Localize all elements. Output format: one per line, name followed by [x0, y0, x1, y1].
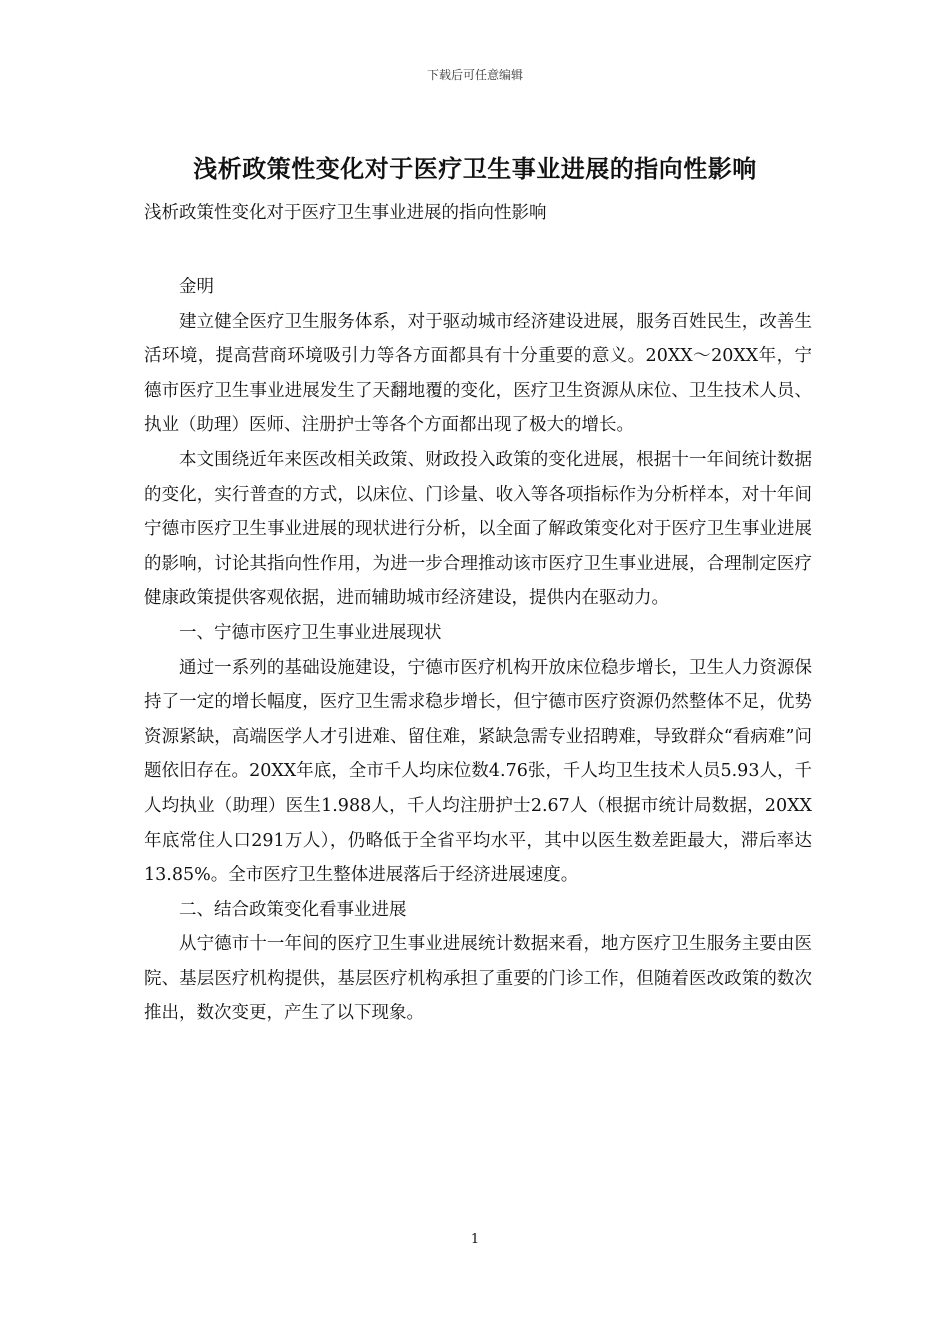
- paragraph-status: 通过一系列的基础设施建设，宁德市医疗机构开放床位稳步增长，卫生人力资源保持了一定的增长幅度，医疗卫生需求稳步增长，但宁德市医疗资源仍然整体不足，优势资源紧缺，高端医学人才引进难、留住难，紧缺急需专业招聘难，导致群众“看病难”问题依旧存在。20XX年底，全市千人均床位数4.76张，千人均卫生技术人员5.93人，千人均执业（助理）医生1.988人，千人均注册护士2.67人（根据市统计局数据，20XX年底常住人口291万人），仍略低于全省平均水平，其中以医生数差距最大，滞后率达13.85%。全市医疗卫生整体进展落后于经济进展速度。: [144, 657, 812, 886]
- document-subtitle: 浅析政策性变化对于医疗卫生事业进展的指向性影响: [144, 203, 547, 223]
- paragraph-purpose: 本文围绕近年来医改相关政策、财政投入政策的变化进展，根据十一年间统计数据的变化，实行普查的方式，以床位、门诊量、收入等各项指标作为分析样本，对十年间宁德市医疗卫生事业进展的现状进行分析，以全面了解政策变化对于医疗卫生事业进展的影响，讨论其指向性作用，为进一步合理推动该市医疗卫生事业进展，合理制定医疗健康政策提供客观依据，进而辅助城市经济建设，提供内在驱动力。: [144, 449, 812, 609]
- document-title: 浅析政策性变化对于医疗卫生事业进展的指向性影响: [193, 154, 757, 183]
- paragraph-policy: 从宁德市十一年间的医疗卫生事业进展统计数据来看，地方医疗卫生服务主要由医院、基层医疗机构提供，基层医疗机构承担了重要的门诊工作，但随着医改政策的数次推出，数次变更，产生了以下现象。: [144, 934, 812, 1024]
- section-heading-2: 二、结合政策变化看事业进展: [179, 899, 407, 920]
- author-name: 金明: [179, 277, 214, 297]
- page-header: 下载后可任意编辑: [426, 68, 523, 82]
- section-heading-1: 一、宁德市医疗卫生事业进展现状: [179, 622, 442, 643]
- spacer: [144, 230, 812, 270]
- document-body: [144, 196, 812, 1031]
- page-number: 1: [470, 1232, 480, 1247]
- paragraph-intro: 建立健全医疗卫生服务体系，对于驱动城市经济建设进展，服务百姓民生，改善生活环境，提高营商环境吸引力等各方面都具有十分重要的意义。20XX～20XX年，宁德市医疗卫生事业进展发生了天翻地覆的变化，医疗卫生资源从床位、卫生技术人员、执业（助理）医师、注册护士等各个方面都出现了极大的增长。: [144, 311, 812, 436]
